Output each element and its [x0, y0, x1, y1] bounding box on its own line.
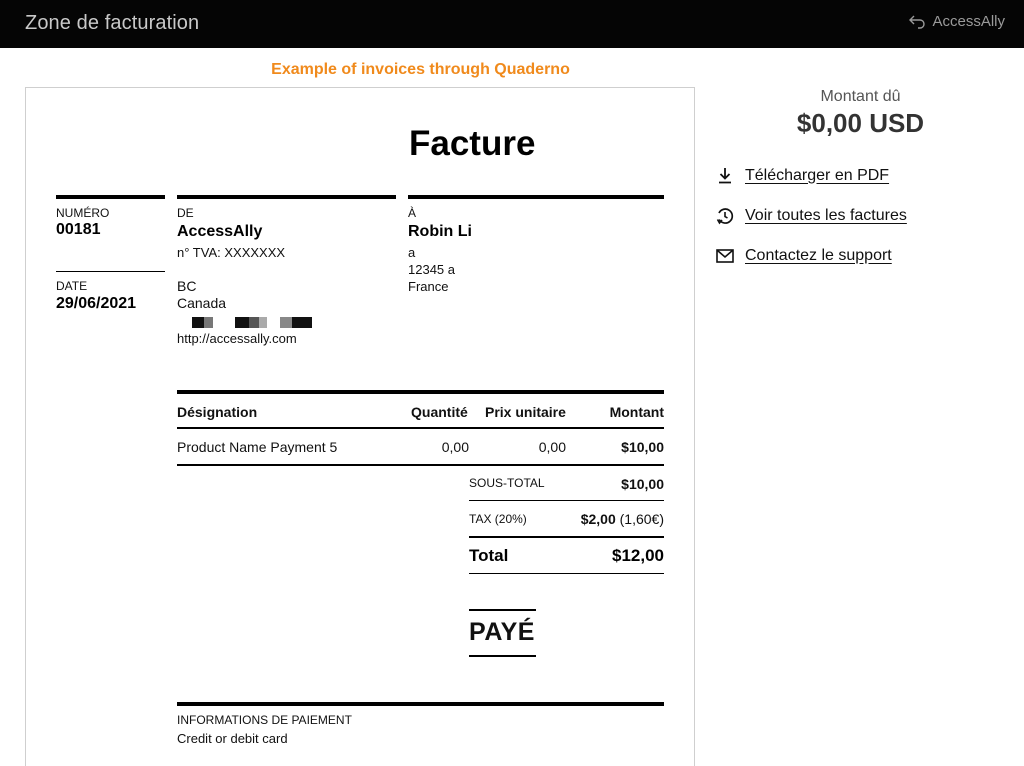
total-label: Total	[469, 546, 509, 565]
paid-stamp-text: PAYÉ	[469, 618, 535, 646]
contact-support-label: Contactez le support	[745, 246, 892, 264]
sender-region: BC	[177, 278, 197, 294]
from-top-rule	[177, 195, 396, 199]
tax-converted: (1,60€)	[619, 511, 664, 527]
row-quantity: 0,00	[441, 439, 469, 455]
tax-value: $2,00	[580, 511, 616, 527]
date-top-rule	[56, 271, 165, 272]
table-top-rule	[177, 390, 664, 394]
to-label: À	[408, 206, 417, 220]
download-icon	[715, 166, 734, 185]
sender-website: http://accessally.com	[177, 331, 297, 346]
row-bottom-rule	[177, 464, 664, 466]
tax-label: TAX (20%)	[469, 512, 527, 526]
invoice-document	[25, 87, 695, 766]
amount-due-label: Montant dû	[820, 88, 901, 105]
sender-name: AccessAlly	[177, 223, 263, 240]
tax-value-group	[546, 511, 664, 527]
top-bar	[0, 0, 1024, 48]
subtotal-label: SOUS-TOTAL	[469, 476, 545, 490]
payment-method: Credit or debit card	[177, 731, 288, 746]
header-bottom-rule	[177, 427, 664, 429]
to-top-rule	[408, 195, 664, 199]
tax-rule	[469, 536, 664, 538]
sender-vat: n° TVA: XXXXXXX	[177, 245, 286, 260]
page-title: Zone de facturation	[25, 12, 200, 34]
subtotal-value: $10,00	[621, 476, 664, 492]
paid-stamp	[469, 609, 536, 657]
total-rule	[469, 573, 664, 574]
payment-info-label: INFORMATIONS DE PAIEMENT	[177, 713, 352, 727]
col-header-quantity: Quantité	[411, 404, 468, 420]
view-all-invoices-button[interactable]	[715, 206, 907, 225]
invoice-number: 00181	[56, 221, 101, 238]
history-icon	[715, 206, 734, 225]
payment-top-rule	[177, 702, 664, 706]
subtotal-rule	[469, 500, 664, 501]
row-unit-price: 0,00	[538, 439, 566, 455]
amount-due: $0,00 USD	[796, 108, 925, 138]
sender-country: Canada	[177, 295, 227, 311]
col-header-description: Désignation	[177, 404, 258, 420]
contact-support-button[interactable]	[715, 246, 892, 265]
redacted-contact	[192, 317, 312, 328]
invoice-title: Facture	[409, 124, 536, 163]
recipient-address-line2: 12345 a	[408, 262, 455, 277]
invoice-date: 29/06/2021	[56, 295, 137, 312]
view-all-invoices-label: Voir toutes les factures	[745, 206, 907, 224]
mail-icon	[715, 246, 734, 265]
total-value: $12,00	[612, 546, 664, 565]
back-link-label: AccessAlly	[932, 13, 1005, 30]
download-pdf-button[interactable]	[715, 166, 889, 185]
recipient-name: Robin Li	[408, 223, 472, 240]
row-description: Product Name Payment 5	[177, 439, 338, 455]
invoice-number-label: NUMÉRO	[56, 206, 110, 220]
row-amount: $10,00	[621, 439, 664, 455]
invoice-example-caption: Example of invoices through Quaderno	[271, 61, 570, 78]
back-to-accessally-link[interactable]	[908, 13, 1005, 30]
return-arrow-icon	[908, 15, 926, 29]
recipient-address-line1: a	[408, 245, 416, 260]
from-label: DE	[177, 206, 194, 220]
recipient-country: France	[408, 279, 449, 294]
download-pdf-label: Télécharger en PDF	[745, 166, 890, 184]
number-top-rule	[56, 195, 165, 199]
col-header-unit-price: Prix unitaire	[485, 404, 566, 420]
invoice-date-label: DATE	[56, 279, 88, 293]
col-header-amount: Montant	[609, 404, 664, 420]
